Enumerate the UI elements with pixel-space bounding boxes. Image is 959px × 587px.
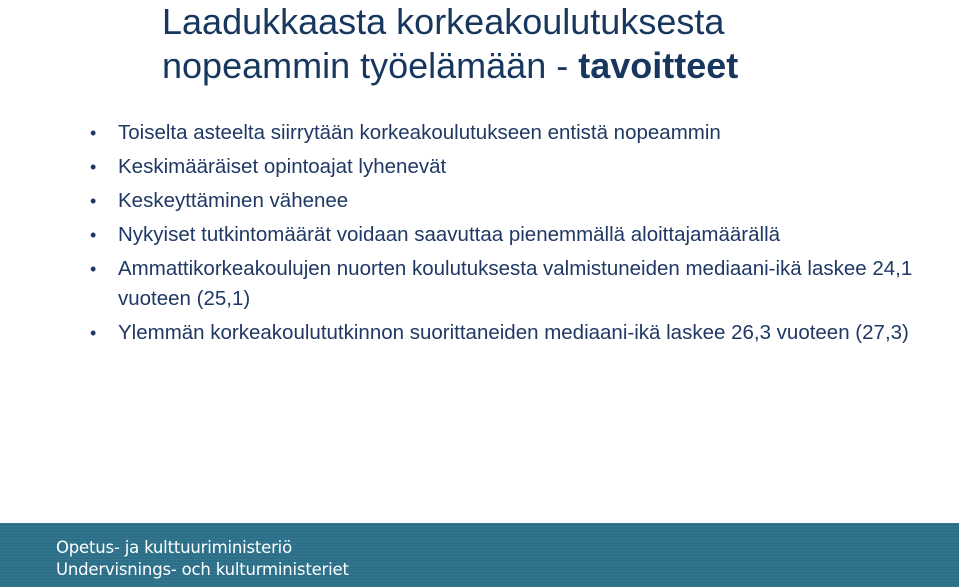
bullet-marker: • [90, 123, 97, 143]
title-line-1: Laadukkaasta korkeakoulutuksesta [162, 1, 725, 42]
bullet-marker: • [90, 157, 97, 177]
ministry-name-finnish: Opetus- ja kulttuuriministeriö [56, 538, 292, 557]
bullet-text: Nykyiset tutkintomäärät voidaan saavuttaa pienemmällä aloittajamäärällä [118, 223, 781, 246]
title-line-2 [162, 44, 942, 88]
bullet-item [90, 318, 950, 348]
bullet-text: Keskimääräiset opintoajat lyhenevät [118, 155, 447, 178]
footer-band [0, 523, 959, 587]
bullet-item [90, 152, 950, 182]
bullet-text: Ylemmän korkeakoulututkinnon suorittaneiden mediaani-ikä laskee 26,3 vuoteen (27,3) [118, 321, 909, 344]
bullet-text: Keskeyttäminen vähenee [118, 189, 349, 212]
title-emphasis: tavoitteet [578, 45, 739, 86]
bullet-item [90, 220, 950, 250]
bullet-marker: • [90, 225, 97, 245]
bullet-list [90, 118, 950, 352]
bullet-text: Ammattikorkeakoulujen nuorten koulutuksesta valmistuneiden mediaani-ikä laskee 24,1 vuoteen (25,1) [118, 257, 913, 310]
bullet-item [90, 254, 950, 314]
bullet-item [90, 186, 950, 216]
slide-title [162, 0, 942, 88]
bullet-marker: • [90, 259, 97, 279]
bullet-text: Toiselta asteelta siirrytään korkeakoulutukseen entistä nopeammin [118, 121, 721, 144]
title-line-2-regular: nopeammin työelämään - [162, 45, 579, 86]
bullet-marker: • [90, 191, 97, 211]
bullet-marker: • [90, 323, 97, 343]
ministry-name-swedish: Undervisnings- och kulturministeriet [56, 560, 349, 579]
bullet-item [90, 118, 950, 148]
